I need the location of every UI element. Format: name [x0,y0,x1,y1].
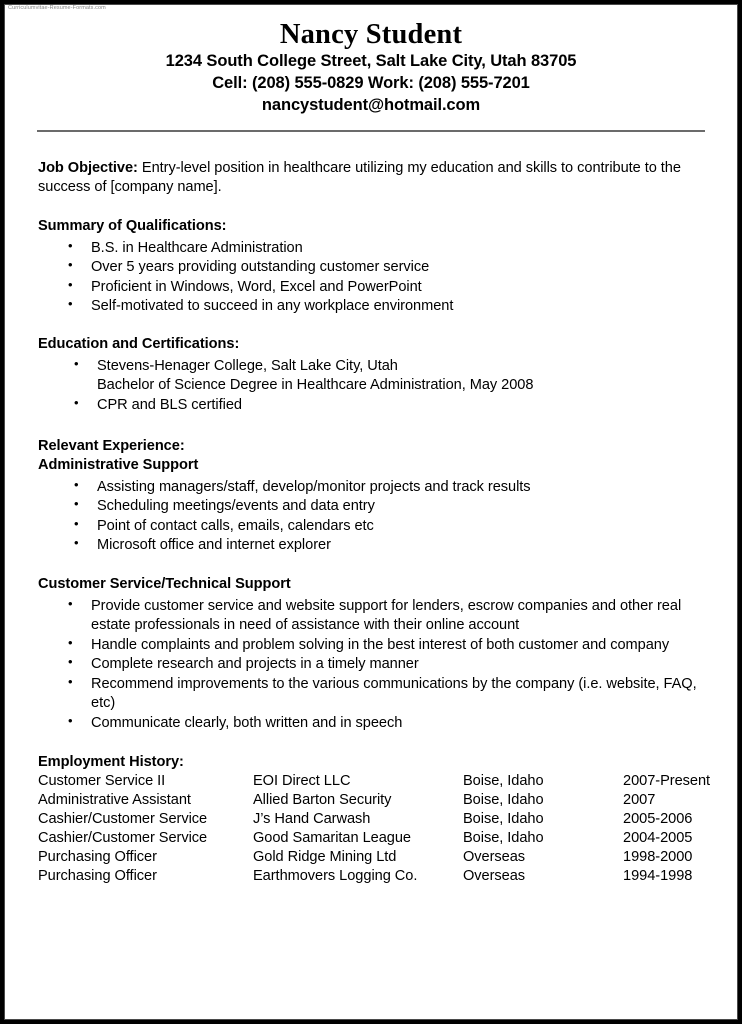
section-summary-of-qualifications [33,217,709,317]
customer-service-heading: Customer Service/Technical Support [38,576,291,593]
resume-page [4,4,738,1020]
employment-dates: 2007 [623,791,656,808]
employment-dates: 2007-Present [623,772,711,789]
relevant-experience-heading: Relevant Experience: [38,437,185,454]
header-phones: Cell: (208) 555-0829 Work: (208) 555-7201 [212,73,530,92]
employment-company: Good Samaritan League [253,829,411,846]
education-degree: Bachelor of Science Degree in Healthcare Administration, May 2008 [97,377,534,394]
administrative-support-bullet-list [33,478,709,556]
list-item: • Complete research and projects in a timely manner [68,655,709,674]
employment-dates: 1998-2000 [623,848,693,865]
employment-company: Gold Ridge Mining Ltd [253,848,397,865]
employment-title: Purchasing Officer [38,868,157,885]
section-relevant-experience [33,437,709,733]
job-objective-paragraph [38,159,697,197]
list-item: • Proficient in Windows, Word, Excel and PowerPoint [68,278,709,297]
resume-sheet [5,5,737,1019]
employment-location: Boise, Idaho [463,791,544,808]
list-item: • Self-motivated to succeed in any workplace environment [68,297,709,316]
table-row [38,848,738,867]
education-heading: Education and Certifications: [38,336,240,353]
section-education [33,335,709,415]
section-employment-history [33,753,709,887]
list-item: • CPR and BLS certified [74,396,709,415]
table-row [38,867,738,886]
employment-title: Purchasing Officer [38,848,157,865]
employment-location: Boise, Idaho [463,810,544,827]
customer-service-bullet-list [33,597,709,732]
administrative-support-heading: Administrative Support [38,456,199,473]
employment-dates: 2004-2005 [623,829,693,846]
table-row [38,829,738,848]
header-email: nancystudent@hotmail.com [261,95,481,114]
list-item: • Communicate clearly, both written and in speech [68,714,709,733]
employment-history-heading: Employment History: [38,753,184,770]
employment-location: Overseas [463,868,526,885]
section-job-objective [33,159,709,197]
list-item: • Over 5 years providing outstanding customer service [68,258,709,277]
employment-history-table [38,772,738,887]
employment-title: Cashier/Customer Service [38,810,208,827]
list-item: • Point of contact calls, emails, calendars etc [74,517,709,536]
employment-title: Administrative Assistant [38,791,191,808]
page-title: Nancy Student [279,19,463,50]
employment-company: EOI Direct LLC [253,772,351,789]
site-watermark: Curriculumvitae-Resume-Formats.com [8,5,106,11]
resume-body [33,132,709,886]
education-bullet-list [33,357,709,415]
summary-bullet-list [33,239,709,317]
list-item: • Provide customer service and website support for lenders, escrow companies and other real estate professionals in need of assistance with their online account [68,597,709,635]
employment-dates: 2005-2006 [623,810,693,827]
list-item: • B.S. in Healthcare Administration [68,239,709,258]
employment-title: Customer Service II [38,772,166,789]
employment-dates: 1994-1998 [623,868,693,885]
header-address: 1234 South College Street, Salt Lake City, Utah 83705 [165,51,577,70]
employment-company: Allied Barton Security [253,791,392,808]
list-item: • Recommend improvements to the various communications by the company (i.e. website, FAQ, etc) [68,675,709,713]
employment-company: Earthmovers Logging Co. [253,868,418,885]
table-row [38,791,738,810]
summary-heading: Summary of Qualifications: [38,217,227,234]
education-school: Stevens-Henager College, Salt Lake City, Utah [97,358,398,375]
list-item: • Assisting managers/staff, develop/monitor projects and track results [74,478,709,497]
employment-title: Cashier/Customer Service [38,829,208,846]
table-row [38,772,738,791]
employment-company: J’s Hand Carwash [253,810,371,827]
job-objective-text: Entry-level position in healthcare utilizing my education and skills to contribute to the success of [company name]. [38,159,681,195]
job-objective-label: Job Objective: [38,159,138,176]
list-item: • Scheduling meetings/events and data entry [74,497,709,516]
employment-location: Overseas [463,848,526,865]
table-row [38,810,738,829]
list-item: • Microsoft office and internet explorer [74,536,709,555]
resume-header [33,5,709,132]
employment-location: Boise, Idaho [463,772,544,789]
list-item: • Handle complaints and problem solving in the best interest of both customer and company [68,636,709,655]
list-item [74,357,709,395]
employment-location: Boise, Idaho [463,829,544,846]
